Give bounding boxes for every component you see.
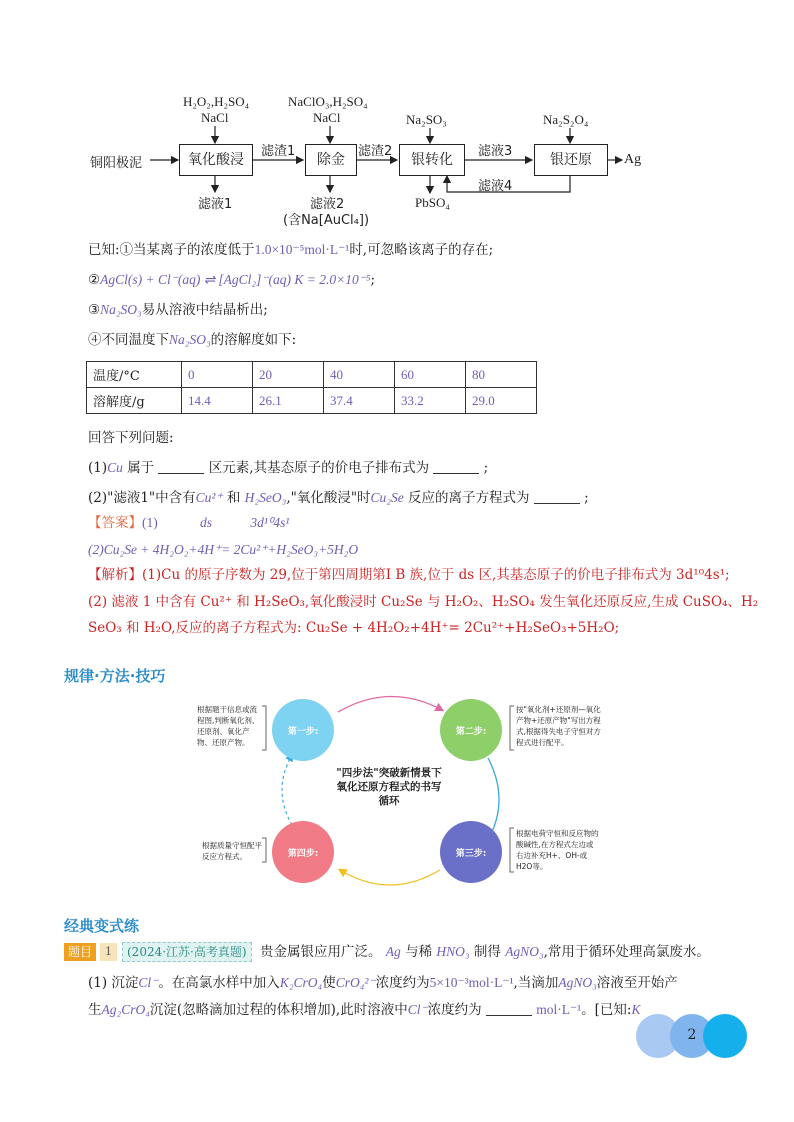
answer-blank[interactable] (433, 459, 479, 474)
table-cell: 29.0 (466, 388, 537, 414)
arrow-label-2: 滤渣2 (358, 144, 393, 159)
reagent-4: Na₂S₂O₄ (543, 112, 589, 127)
step-4-note: 根据质量守恒配平反应方程式。 (202, 841, 262, 861)
flow-box-oxidation: 氧化酸浸 (179, 144, 253, 176)
known-line-2: ②AgCl(s) + Cl⁻(aq) ⇌ [AgCl₂]⁻(aq) K = 2.0×10⁻⁵; (88, 272, 376, 288)
analysis-tag: 【解析】 (88, 567, 142, 583)
out-label-1: 滤液1 (198, 197, 233, 212)
step-2-note: 按"氧化剂+还原剂—氧化产物+还原产物"写出方程式,根据得失电子守恒对方程式进行配平。 (516, 705, 601, 747)
exercise-part-1: (1) 沉淀Cl⁻。在高氯水样中加入K₂CrO₄使CrO₄²⁻浓度约为5×10⁻³mol·L⁻¹,当滴加AgNO₃溶液至开始产 (88, 975, 678, 991)
table-cell: 14.4 (182, 388, 253, 414)
table-cell: 20 (253, 362, 324, 388)
flow-box-silver-conversion: 银转化 (399, 144, 465, 176)
analysis-line-3: SeO₃ 和 H₂O,反应的离子方程式为: Cu₂Se + 4H₂O₂+4H⁺= 2Cu²⁺+H₂SeO₃+5H₂O; (88, 620, 620, 636)
analysis-line-1: 【解析】(1)Cu 的原子序数为 29,位于第四周期第Ⅰ B 族,位于 ds 区,其基态原子的价电子排布式为 3d¹⁰4s¹; (88, 567, 730, 583)
table-cell: 33.2 (395, 388, 466, 414)
reagent-2b: NaCl (313, 110, 341, 125)
answer-line-1: 【答案】(1) ds 3d¹⁰4s¹ (88, 515, 290, 531)
reagent-1b: NaCl (201, 110, 229, 125)
answer-line-2: (2)Cu₂Se + 4H₂O₂+4H⁺= 2Cu²⁺+H₂SeO₃+5H₂O (88, 542, 359, 557)
step-1-circle: 第一步: (272, 699, 334, 761)
answer-blank[interactable] (486, 1001, 532, 1016)
flow-box-gold-removal: 除金 (305, 144, 357, 176)
flow-arrows (0, 0, 794, 240)
step-1-note: 根据题干信息或流程图,判断氧化剂、还原剂、氧化产物、还原产物。 (197, 705, 260, 747)
question-number: 1 (100, 943, 117, 961)
answer-tag: 【答案】 (88, 515, 142, 531)
question-2: (2)"滤液1"中含有Cu²⁺ 和 H₂SeO₃,"氧化酸浸"时Cu₂Se 反应的离子方程式为 ; (88, 490, 589, 506)
step-4-circle: 第四步: (272, 821, 334, 883)
out-label-2b: (含Na[AuCl₄]) (283, 213, 370, 228)
table-cell: 26.1 (253, 388, 324, 414)
table-cell: 37.4 (324, 388, 395, 414)
exercise-part-1-cont: 生Ag₂CrO₄沉淀(忽略滴加过程的体积增加),此时溶液中Cl⁻浓度约为 mol·L⁻¹。[已知:K (88, 1002, 641, 1018)
question-1: (1)Cu 属于 区元素,其基态原子的价电子排布式为 ; (88, 460, 489, 476)
back-label: 滤液4 (478, 179, 513, 194)
page-number: 2 (687, 1027, 697, 1043)
section-title-exercise: 经典变式练 (64, 917, 140, 935)
step-3-circle: 第三步: (440, 821, 502, 883)
reagent-3: Na₂SO₃ (406, 112, 447, 127)
question-source: (2024·江苏·高考真题) (122, 942, 252, 962)
table-cell: 80 (466, 362, 537, 388)
questions-intro: 回答下列问题: (88, 430, 174, 446)
table-cell: 温度/°C (87, 362, 182, 388)
table-cell: 60 (395, 362, 466, 388)
out-label-3: PbSO₄ (415, 195, 450, 210)
table-cell: 40 (324, 362, 395, 388)
answer-blank[interactable] (534, 489, 580, 504)
section-title-method: 规律·方法·技巧 (64, 667, 166, 685)
flow-start: 铜阳极泥 (90, 156, 143, 171)
table-cell: 0 (182, 362, 253, 388)
flow-box-silver-reduction: 银还原 (534, 144, 608, 176)
out-label-2: 滤液2 (310, 197, 345, 212)
reagent-1a: H₂O₂,H₂SO₄ (183, 94, 250, 109)
arrow-label-1: 滤渣1 (261, 144, 296, 159)
cycle-center-title: "四步法"突破新情景下氧化还原方程式的书写循环 (336, 767, 442, 807)
known-line-1: 已知:①当某离子的浓度低于1.0×10⁻⁵mol·L⁻¹时,可忽略该离子的存在; (88, 242, 494, 258)
known-line-3: ③Na₂SO₃易从溶液中结晶析出; (88, 302, 268, 318)
solubility-table (86, 361, 537, 414)
flow-end: Ag (624, 152, 642, 167)
answer-blank[interactable] (158, 459, 204, 474)
step-2-circle: 第二步: (440, 699, 502, 761)
step-3-note: 根据电荷守恒和反应物的酸碱性,在方程式左边或右边补充H+、OH-或H2O等。 (516, 829, 599, 871)
table-cell: 溶解度/g (87, 388, 182, 414)
question-tag: 题目 (64, 943, 96, 961)
reagent-2a: NaClO₃,H₂SO₄ (288, 94, 368, 109)
known-line-4: ④不同温度下Na₂SO₃的溶解度如下: (88, 332, 297, 348)
arrow-label-3: 滤液3 (478, 144, 513, 159)
analysis-line-2: (2) 滤液 1 中含有 Cu²⁺ 和 H₂SeO₃,氧化酸浸时 Cu₂Se 与 H₂O₂、H₂SO₄ 发生氧化还原反应,生成 CuSO₄、H₂ (88, 594, 759, 610)
exercise-intro: 贵金属银应用广泛。 Ag 与稀 HNO₃ 制得 AgNO₃,常用于循环处理高氯废水。 (260, 944, 710, 960)
table-row (87, 362, 537, 388)
table-row (87, 388, 537, 414)
